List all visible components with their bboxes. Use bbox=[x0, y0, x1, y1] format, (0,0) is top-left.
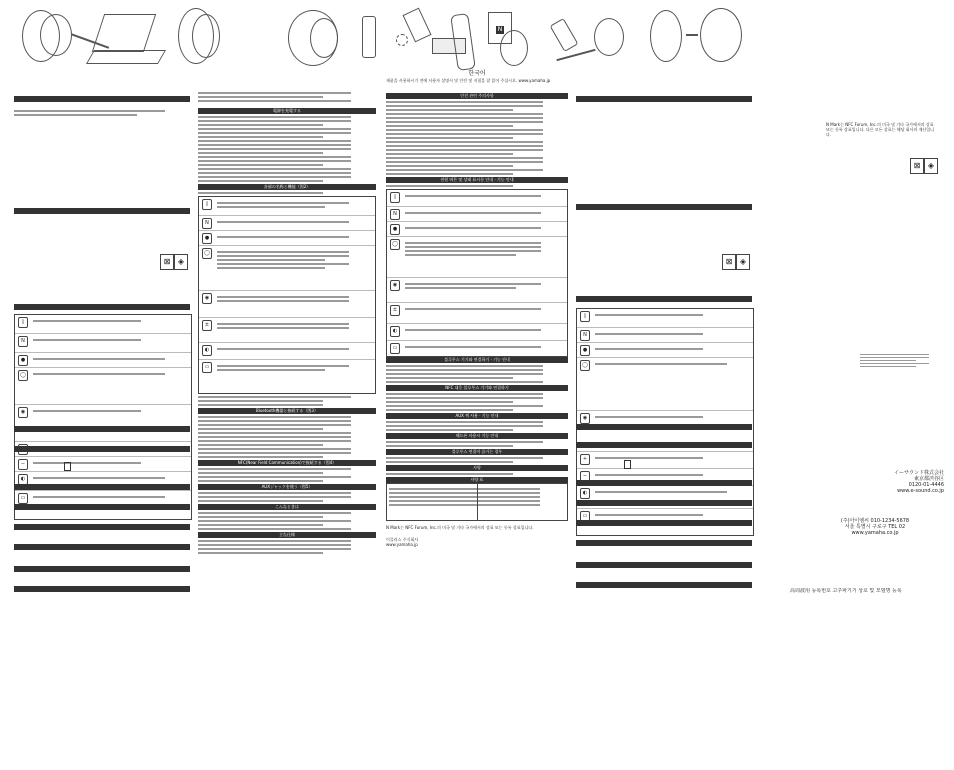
minus-icon: − bbox=[18, 459, 28, 470]
ce-mark-icon: ◈ bbox=[736, 254, 750, 270]
column-korean bbox=[386, 70, 568, 744]
usb-icon: ▭ bbox=[390, 343, 400, 354]
section-header-bar bbox=[576, 96, 752, 102]
cable-icon bbox=[556, 49, 595, 61]
korean-title: 한국어 bbox=[468, 70, 486, 77]
section-title: 사양 표 bbox=[386, 477, 568, 483]
parts-table bbox=[198, 196, 376, 394]
button-icon: ◯ bbox=[202, 248, 212, 259]
nfc-icon: N bbox=[202, 218, 212, 229]
hand-icon bbox=[450, 13, 476, 71]
column-right-manual bbox=[576, 96, 752, 770]
section-title: 電源を充電する bbox=[198, 108, 376, 114]
section-header-bar bbox=[576, 442, 752, 448]
section-title: AUX 잭 사용 · 기능 안내 bbox=[386, 413, 568, 419]
headphone-icon bbox=[40, 14, 72, 56]
button-icon: ◯ bbox=[580, 360, 590, 371]
power-icon: ● bbox=[202, 233, 212, 244]
power-icon: ◉ bbox=[18, 407, 28, 418]
korea-company-block bbox=[810, 518, 940, 536]
jack-icon: ◐ bbox=[18, 474, 28, 485]
korean-intro: 제품을 사용하시기 전에 사용자 설명서 및 안전 및 지침을 잘 읽어 주십시오. www.yamaha.jp bbox=[386, 78, 551, 83]
company-line-1: 東京都渋谷区 bbox=[913, 476, 944, 482]
headphone-icon bbox=[700, 8, 742, 62]
section-header-bar bbox=[576, 540, 752, 546]
spec-table-korean bbox=[386, 483, 568, 521]
headphone-icon bbox=[192, 14, 220, 58]
section-header-bar bbox=[576, 424, 752, 430]
section-header-bar bbox=[14, 426, 190, 432]
battery-icon: ▯ bbox=[202, 199, 212, 210]
jack-icon: ◐ bbox=[390, 326, 400, 337]
usb-icon: ▭ bbox=[202, 362, 212, 373]
company-block bbox=[850, 470, 944, 494]
section-header-bar bbox=[14, 484, 190, 490]
ce-mark-icon: ◈ bbox=[174, 254, 188, 270]
section-header-bar bbox=[576, 296, 752, 302]
section-header-bar bbox=[576, 582, 752, 588]
power-icon: ● bbox=[390, 224, 400, 235]
section-header-bar bbox=[14, 304, 190, 310]
battery-icon: ▯ bbox=[580, 311, 590, 322]
section-header-bar bbox=[576, 480, 752, 486]
power-icon: ◉ bbox=[580, 413, 590, 424]
section-title: 主な仕様 bbox=[198, 532, 376, 538]
battery-icon: ▯ bbox=[390, 192, 400, 203]
section-header-bar bbox=[14, 566, 190, 572]
section-header-bar bbox=[14, 96, 190, 102]
nfc-icon: N bbox=[497, 26, 503, 33]
nfc-icon bbox=[624, 460, 631, 469]
nfc-icon: N bbox=[580, 330, 590, 341]
section-title: 헤드폰 사용시 기능 안내 bbox=[386, 433, 568, 439]
section-title: NFC(Near Field Communication)で接続する（図4） bbox=[198, 460, 376, 466]
nfc-icon: N bbox=[390, 209, 400, 220]
korean-cert-text: N Mark는 NFC Forum, Inc.의 미국 및 기타 국가에서의 상표 또는 등록 상표입니다. bbox=[386, 525, 534, 530]
section-title: 전원 버튼 및 상태 표시등 안내 · 기능 안내 bbox=[386, 177, 568, 183]
ce-mark-icon: ◈ bbox=[924, 158, 938, 174]
trash-bin-icon: ⊠ bbox=[722, 254, 736, 270]
minus-icon: − bbox=[580, 471, 590, 482]
nfc-icon bbox=[64, 462, 71, 471]
nfc-trademark-text: N Mark는 NFC Forum, Inc.의 미국 및 기타 국가에서의 상표 또는 등록 상표입니다. 다른 모든 상표는 해당 회사의 재산입니다. bbox=[826, 122, 935, 137]
button-icon: ◯ bbox=[18, 370, 28, 381]
headphone-icon bbox=[500, 30, 528, 66]
power-icon: ◉ bbox=[390, 280, 400, 291]
company-name: イーサウンド株式会社 bbox=[893, 470, 944, 476]
company-line-2: 0120-01-4446 bbox=[908, 482, 944, 488]
korea-line-1: (주)아이엠씨 010-1234-5678 bbox=[840, 518, 910, 524]
section-header-bar bbox=[14, 446, 190, 452]
section-title: 블루투스 연결이 끊기는 경우 bbox=[386, 449, 568, 455]
section-header-bar bbox=[14, 208, 190, 214]
headphone-icon bbox=[310, 18, 338, 58]
jack-icon: ◐ bbox=[580, 488, 590, 499]
column-left bbox=[14, 96, 190, 770]
jack-icon: ◐ bbox=[202, 345, 212, 356]
section-title: 안전 관련 주의사항 bbox=[386, 93, 568, 99]
section-title: NFC 대응 블루투스 기기와 연결하기 bbox=[386, 385, 568, 391]
button-icon: ◯ bbox=[390, 239, 400, 250]
trash-bin-icon: ⊠ bbox=[910, 158, 924, 174]
section-title: AUXジャックを使う（図5） bbox=[198, 484, 376, 490]
section-title: こんなときは bbox=[198, 504, 376, 510]
section-title: Bluetooth機器と接続する（図3） bbox=[198, 408, 376, 414]
korean-company-url: www.yamaha.jp bbox=[386, 542, 418, 547]
company-line-3: www.e-sound.co.jp bbox=[897, 488, 944, 494]
section-header-bar bbox=[14, 504, 190, 510]
phone-icon bbox=[550, 18, 579, 52]
arrow-icon bbox=[686, 34, 698, 36]
section-header-bar bbox=[576, 204, 752, 210]
battery-icon: ▯ bbox=[18, 317, 28, 328]
back-footer: 高周波用 등록번호 고주파기기 상호 및 모델명 등록 bbox=[790, 588, 902, 594]
section-header-bar bbox=[576, 520, 752, 526]
trash-bin-icon: ⊠ bbox=[160, 254, 174, 270]
section-header-bar bbox=[576, 562, 752, 568]
column-back-cover bbox=[770, 0, 946, 674]
section-header-bar bbox=[14, 524, 190, 530]
section-title: 各部の名称と機能（図2） bbox=[198, 184, 376, 190]
section-title: 블루투스 기기와 연결하기 · 기능 안내 bbox=[386, 357, 568, 363]
section-header-bar bbox=[576, 500, 752, 506]
headphone-icon bbox=[594, 18, 624, 56]
section-header-bar bbox=[14, 544, 190, 550]
power-icon: ● bbox=[18, 355, 28, 366]
laptop-icon bbox=[92, 14, 156, 52]
right-small-print bbox=[860, 352, 940, 369]
nfc-icon: N bbox=[18, 336, 28, 347]
plus-minus-icon: ± bbox=[390, 305, 400, 316]
column-japanese bbox=[198, 90, 376, 764]
settings-gear-icon bbox=[396, 34, 408, 46]
power-icon: ◉ bbox=[202, 293, 212, 304]
plus-icon: + bbox=[580, 454, 590, 465]
button-detail bbox=[362, 16, 376, 58]
plus-minus-icon: ± bbox=[202, 320, 212, 331]
korea-line-3: www.yamaha.co.jp bbox=[851, 530, 899, 536]
korea-line-2: 서울 특별시 구로구 TEL 02 bbox=[844, 524, 906, 530]
power-icon: ● bbox=[580, 345, 590, 356]
headphone-icon bbox=[650, 10, 682, 62]
usb-icon: ▭ bbox=[18, 493, 28, 504]
parts-table-korean bbox=[386, 189, 568, 357]
usb-icon: ▭ bbox=[580, 511, 590, 522]
korean-company: 이플러스 주식회사 bbox=[386, 537, 419, 542]
section-title: 사양 bbox=[386, 465, 568, 471]
section-header-bar bbox=[14, 586, 190, 592]
